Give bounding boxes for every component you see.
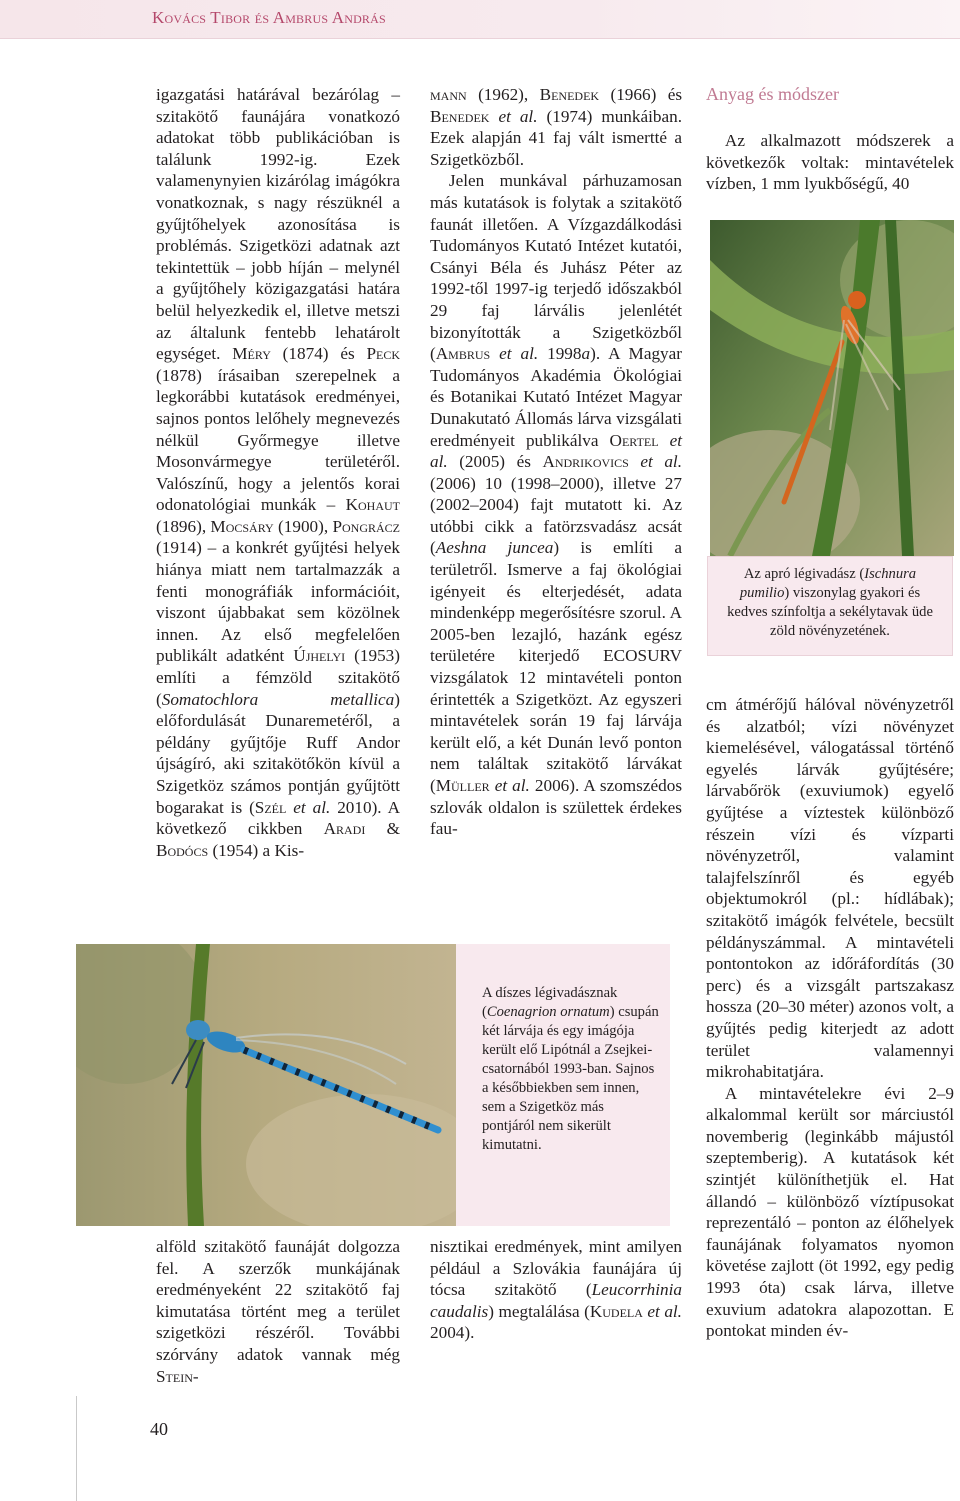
footer-rule	[0, 1396, 77, 1501]
running-head: Kovács Tibor és Ambrus András	[152, 8, 386, 27]
column-2-bottom	[430, 1236, 682, 1344]
page-number: 40	[150, 1419, 168, 1439]
column-2-top	[430, 84, 682, 840]
section-title: Anyag és módszer	[706, 84, 839, 104]
caption-orange-damselfly: Az apró légivadász (Ischnura pumilio) viszonylag gyakori és kedves színfoltja a sekélytavak üde zöld növényzetének.	[707, 556, 953, 656]
paragraph: nisztikai eredmények, mint amilyen például a Szlovákia faunájára új tócsa szitakötő (Leucorrhinia caudalis) megtalálása (Kudela et al. 2004).	[430, 1237, 682, 1343]
column-1-top	[156, 84, 400, 861]
paragraph: Az alkalmazott módszerek a következők voltak: mintavételek vízben, 1 mm lyukbőségű, 40	[706, 131, 954, 194]
column-3-top	[706, 130, 954, 195]
paragraph: A mintavételekre évi 2–9 alkalommal került sor márciustól novemberig (leginkább májustól szeptemberig). A kutatások két szintjét különíthetjük el. Hat állandó – különböző víztípusokat reprezentáló – ponton az élőhelyek faunájának folyamatos nyomon követése zajlott (öt 1992, egy pedig 1993 óta) csak lárva, illetve exuvium adatokra alapozottan. E pontokat minden év-	[706, 1083, 954, 1341]
paragraph: igazgatási határával bezárólag – szitakötő faunájára vonatkozó adatokat több publikációban is találunk 1992-ig. Ezek valamenynyien kizárólag imágókra vonatkoznak, s nagy részüknél a gyűjtőhelyek azonosítása is problémás. Szigetközi adatnak azt tekintettük – jobb híján – melynél a gyűjtőhely közigazgatási határa belül helyezkedik el, illetve metszi az általunk fentebb lehatárolt egységet. Méry (1874) és Peck (1878) írásaiban szerepelnek a legkorábbi kutatások eredményei, sajnos pontos lelőhely megnevezés nélkül Győrmegye illetve Mosonvármegye területéről. Valószínű, hogy a jelentős korai odonatológiai munkák – Kohaut (1896), Mocsáry (1900), Pongrácz (1914) – a konkrét gyűjtési helyek hiánya miatt nem tartalmazzák a fenti monográfiák információit, viszont újabbakat sem közölnek innen. Az első megfelelően publikált adatként Újhelyi (1953) említi a fémzöld szitakötő (Somatochlora metallica) előfordulását Dunaremetéről, a példány gyűjtője Ruff Andor újságíró, aki szitakötőkön kívül a Szigetköz számos pontján gyűjtött bogarakat is (Szél et al. 2010). A következő cikkben Aradi & Bodócs (1954) a Kis-	[156, 85, 401, 860]
paragraph: mann (1962), Benedek (1966) és Benedek et al. (1974) munkáiban. Ezek alapján 41 faj vált ismertté a Szigetközből.	[430, 85, 683, 169]
paragraph: cm átmérőjű hálóval növényzetről és alzatból; vízi növényzet kiemelésével, válogatással történő egyelés lárvák gyűjtésére; lárvabőrök (exuviumok) egyelő gyűjtése a víztestek különböző részein vízi és vízparti növényzetről, valamint talajfelszínről és egyéb objektumokról (pl.: hídlábak); szitakötő imágók felvétele, becsült példányszámmal. A mintavételi pontontokon az időráfordítás (30 perc) és a vizsgált partszakasz hossza (20–30 méter) azonos volt, a gyűjtés pedig kiterjedt az adott terület valamennyi mikrohabitatjára.	[706, 695, 954, 1082]
photo-orange-damselfly	[710, 220, 954, 556]
caption-blue-damselfly: A díszes légivadásznak (Coenagrion ornatum) csupán két lárvája és egy imágója került elő Lipótnál a Zsejkei-csatornából 1993-ban. Sajnos a későbbiekben sem innen, sem a Szigetköz más pontjáról nem sikerült kimutatni.	[456, 944, 670, 1226]
header-band	[0, 0, 960, 39]
column-1-bottom	[156, 1236, 400, 1387]
photo-blue-damselfly	[76, 944, 456, 1226]
paragraph: Jelen munkával párhuzamosan más kutatások is folytak a szitakötő faunát illetően. A Vízgazdálkodási Tudományos Kutató Intézet kutatói, Csányi Béla és Juhász Péter az 1992-től 1997-ig terjedő időszakból 29 faj lárvális jelenlétét bizonyították a Szigetközből (Ambrus et al. 1998a). A Magyar Tudományos Akadémia Ökológiai és Botanikai Kutató Intézet Magyar Dunakutató Állomás lárva vizsgálati eredményeit publikálva Oertel et al. (2005) és Andrikovics et al. (2006) 10 (1998–2000), illetve 27 (2002–2004) fajt mutatott ki. Az utóbbi cikk a fatörzsvadász acsát (Aeshna juncea) is említi a területről. Ismerve a faj ökológiai igényeit és elterjedését, adata mindenképp megerősítésre szorul. A 2005-ben lezajló, hazánk egész területére kiterjedő ECOSURV vizsgálatok 12 mintavételi ponton érintették a Szigetközt. Az egyszeri mintavételek során 19 faj lárvája került elő, a két Dunán levő ponton nem találtak szitakötő lárvákat (Müller et al. 2006). A szomszédos szlovák oldalon is születtek érdekes fau-	[430, 171, 683, 839]
column-3-bottom	[706, 694, 954, 1342]
paragraph: alföld szitakötő faunáját dolgozza fel. A szerzők munkájának eredményeként 22 szitakötő faj kimutatása történt meg a terület szigetközi részéről. További szórvány adatok vannak még Stein-	[156, 1237, 400, 1386]
